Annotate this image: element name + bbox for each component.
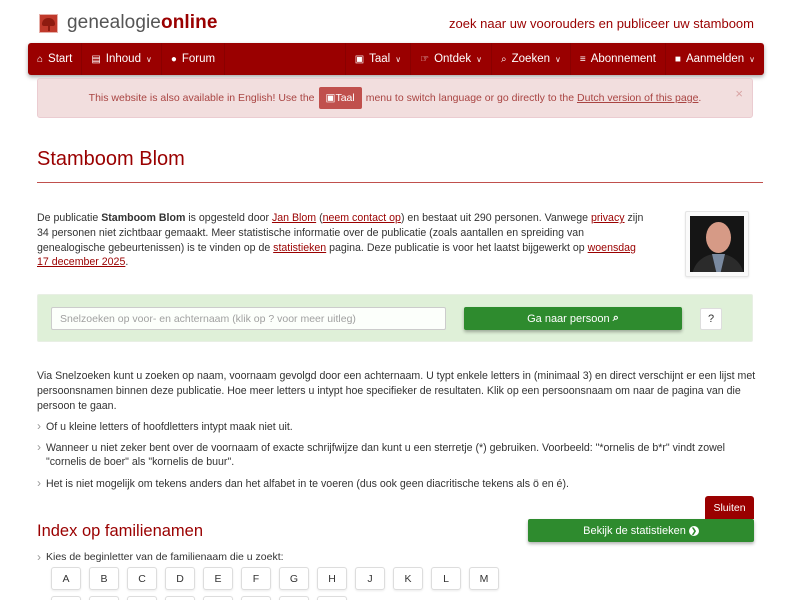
nav-label: Zoeken (511, 53, 550, 65)
letter-index-row2 (51, 596, 347, 600)
letter-button[interactable] (279, 596, 309, 600)
nav-taal[interactable] (345, 43, 410, 75)
thumbs-up-icon: ☞ (420, 53, 430, 65)
nav-label: Start (48, 53, 73, 65)
nav-aanmelden[interactable] (665, 43, 764, 75)
language-alert: This website is also available in English! Use the ▣ Taal menu to switch language or go directly to the Dutch version of this page . × (37, 78, 753, 118)
surname-index-title: Index op familienamen (37, 522, 204, 540)
contact-link[interactable]: neem contact op (322, 212, 401, 224)
letter-index (51, 567, 531, 590)
nav-abonnement[interactable] (570, 43, 665, 75)
publication-intro: De publicatie Stamboom Blom is opgesteld door Jan Blom (neem contact op) en bestaat uit 290 personen. Vanwege privacy zijn 34 personen niet zichtbaar gemaakt. Meer statistische informatie over de publicatie (zoals aantallen en spreiding van genealogische gebeurtenissen) is te vinden op de statistieken pagina. Deze publicatie is voor het laatst bijgewerkt op woensdag 17 december 2025. (37, 212, 644, 269)
chevron-circle-right-icon: ❯ (689, 526, 699, 536)
chevron-down-icon: ∨ (554, 54, 561, 64)
logo-text: genealogieonline (67, 12, 218, 33)
search-explanation: Via Snelzoeken kunt u zoeken op naam, voornaam gevolgd door een achternaam. U typt enkele letters in (minimaal 3) en direct verschijnt er een lijst met persoonsnamen binnen deze publicatie. Hoe meer letters u intypt hoe specifieker de resultaten. Klik op een persoonsnaam om naar de pagina van die persoon te gaan. (37, 370, 756, 412)
letter-button[interactable] (127, 596, 157, 600)
letter-button[interactable]: D (165, 567, 195, 590)
publication-name: Stamboom Blom (101, 212, 186, 224)
quick-search-panel (37, 294, 753, 342)
go-to-person-button[interactable]: Ga naar persoon ⌕ (464, 307, 682, 330)
letter-button[interactable]: H (317, 567, 347, 590)
nav-label: Ontdek (434, 53, 472, 65)
chevron-down-icon: ∨ (476, 54, 483, 64)
search-help-button[interactable]: ? (700, 308, 722, 330)
search-tips-list (37, 420, 757, 498)
letter-button[interactable]: E (203, 567, 233, 590)
chevron-down-icon: ∨ (749, 54, 755, 64)
author-photo (690, 216, 744, 272)
letter-button[interactable] (51, 596, 81, 600)
cart-icon: ≡ (579, 53, 586, 65)
nav-label: Taal (369, 53, 391, 65)
letter-button[interactable]: B (89, 567, 119, 590)
nav-label: Forum (181, 53, 216, 65)
nav-right (345, 43, 764, 75)
close-button[interactable]: Sluiten (705, 496, 754, 519)
letter-button[interactable]: A (51, 567, 81, 590)
letter-button[interactable]: G (279, 567, 309, 590)
letter-button[interactable] (89, 596, 119, 600)
alert-text: menu to switch language or go directly to the (365, 92, 575, 104)
privacy-link[interactable]: privacy (590, 212, 625, 224)
statistics-link[interactable]: statistieken (273, 241, 327, 254)
title-divider (37, 182, 763, 183)
nav-left (28, 43, 225, 75)
site-header (0, 0, 800, 42)
dutch-version-link[interactable]: Dutch version of this page (577, 92, 699, 104)
surname-index-hint: › Kies de beginletter van de familienaam die u zoekt: (37, 551, 284, 563)
book-icon: ▤ (91, 53, 101, 65)
nav-label: Inhoud (105, 53, 141, 65)
page-title: Stamboom Blom (37, 148, 185, 170)
letter-button[interactable]: M (469, 567, 499, 590)
home-icon: ⌂ (37, 53, 44, 65)
tagline: zoek naar uw voorouders en publiceer uw stamboom (449, 16, 754, 31)
search-icon: ⌕ (612, 312, 619, 324)
letter-button[interactable] (241, 596, 271, 600)
nav-label: Aanmelden (685, 53, 745, 65)
tree-logo-icon (39, 14, 58, 33)
alert-taal-label: Taal (335, 92, 355, 104)
letter-button[interactable] (165, 596, 195, 600)
search-icon: ⌕ (501, 53, 507, 65)
comments-icon: ● (170, 53, 177, 65)
alert-taal-button[interactable] (319, 87, 362, 109)
letter-button[interactable]: K (393, 567, 423, 590)
author-avatar[interactable] (685, 211, 749, 277)
letter-button[interactable]: L (431, 567, 461, 590)
list-item: › Het is niet mogelijk om tekens anders dan het alfabet in te voeren (dus ook geen diacritische tekens als ö en é). (37, 477, 757, 491)
letter-button[interactable]: J (355, 567, 385, 590)
nav-inhoud[interactable] (82, 43, 162, 75)
letter-button[interactable] (317, 596, 347, 600)
nav-forum[interactable] (162, 43, 225, 75)
view-statistics-button[interactable]: Bekijk de statistieken ❯ (528, 519, 754, 542)
nav-zoeken[interactable] (491, 43, 570, 75)
lock-icon: ■ (674, 53, 681, 65)
letter-button[interactable]: F (241, 567, 271, 590)
nav-label: Abonnement (590, 53, 656, 65)
letter-button[interactable]: C (127, 567, 157, 590)
alert-text: This website is also available in English! Use the (88, 92, 315, 104)
close-icon[interactable]: × (735, 86, 743, 101)
list-item: › Of u kleine letters of hoofdletters intypt maak niet uit. (37, 420, 757, 434)
list-item: › Wanneer u niet zeker bent over de voornaam of exacte schrijfwijze dan kunt u een sterretje (*) gebruiken. Voorbeeld: "*ornelis de b*r" vindt zowel "cornelis de boer" als "kornelis de buur". (37, 441, 757, 469)
site-logo[interactable] (39, 12, 218, 34)
quick-search-input[interactable] (51, 307, 446, 330)
letter-button[interactable] (203, 596, 233, 600)
nav-ontdek[interactable] (410, 43, 491, 75)
language-icon: ▣ (325, 92, 336, 104)
nav-start[interactable] (28, 43, 82, 75)
chevron-down-icon: ∨ (145, 54, 152, 64)
chevron-down-icon: ∨ (395, 54, 402, 64)
author-link[interactable]: Jan Blom (271, 212, 317, 224)
language-icon: ▣ (354, 53, 365, 65)
main-navbar (28, 43, 764, 75)
last-updated-link[interactable]: woensdag 17 december 2025 (37, 241, 636, 269)
